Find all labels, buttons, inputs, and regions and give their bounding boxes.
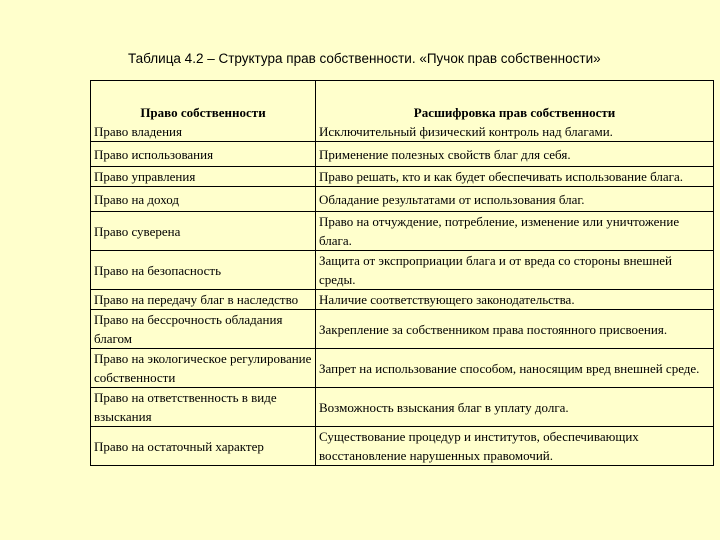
row-8-right: Право на бессрочность обладания благом bbox=[91, 310, 316, 349]
table-row bbox=[91, 290, 714, 310]
table-row bbox=[91, 251, 714, 290]
row-11-decoding: Существование процедур и институтов, обеспечивающих восстановление нарушенных правомочий. bbox=[316, 427, 714, 466]
row-9-right: Право на экологическое регулирование собственности bbox=[91, 349, 316, 388]
row-5-right: Право суверена bbox=[91, 212, 316, 251]
row-4-right: Право на доход bbox=[91, 187, 316, 212]
row-3-right: Право управления bbox=[91, 167, 316, 187]
table-row bbox=[91, 427, 714, 466]
row-5-decoding: Право на отчуждение, потребление, изменение или уничтожение блага. bbox=[316, 212, 714, 251]
row-10-decoding: Возможность взыскания благ в уплату долга. bbox=[316, 388, 714, 427]
row-7-right: Право на передачу благ в наследство bbox=[91, 290, 316, 310]
row-8-decoding: Закрепление за собственником права постоянного присвоения. bbox=[316, 310, 714, 349]
row-1-right: Право владения bbox=[94, 124, 182, 139]
row-9-decoding: Запрет на использование способом, наносящим вред внешней среде. bbox=[316, 349, 714, 388]
row-2-right: Право использования bbox=[91, 142, 316, 167]
row-2-decoding: Применение полезных свойств благ для себя. bbox=[316, 142, 714, 167]
row-10-right: Право на ответственность в виде взыскания bbox=[91, 388, 316, 427]
header-decoding-label: Расшифровка прав собственности bbox=[413, 105, 616, 120]
row-4-decoding: Обладание результатами от использования благ. bbox=[316, 187, 714, 212]
table-caption: Таблица 4.2 – Структура прав собственности. «Пучок прав собственности» bbox=[128, 51, 601, 66]
table-row bbox=[91, 388, 714, 427]
table-row bbox=[91, 212, 714, 251]
table-row bbox=[91, 349, 714, 388]
table-row bbox=[91, 167, 714, 187]
header-rights-label: Право собственности bbox=[140, 105, 266, 120]
table-header-row bbox=[91, 81, 714, 142]
table-row bbox=[91, 310, 714, 349]
row-6-right: Право на безопасность bbox=[91, 251, 316, 290]
header-cell-decoding bbox=[316, 81, 714, 142]
row-11-right: Право на остаточный характер bbox=[91, 427, 316, 466]
property-rights-table bbox=[90, 80, 714, 466]
table-row bbox=[91, 142, 714, 167]
row-3-decoding: Право решать, кто и как будет обеспечивать использование блага. bbox=[316, 167, 714, 187]
header-cell-rights bbox=[91, 81, 316, 142]
row-6-decoding: Защита от экспроприации блага и от вреда со стороны внешней среды. bbox=[316, 251, 714, 290]
row-1-decoding: Исключительный физический контроль над благами. bbox=[319, 124, 613, 139]
table-row bbox=[91, 187, 714, 212]
row-7-decoding: Наличие соответствующего законодательства. bbox=[316, 290, 714, 310]
